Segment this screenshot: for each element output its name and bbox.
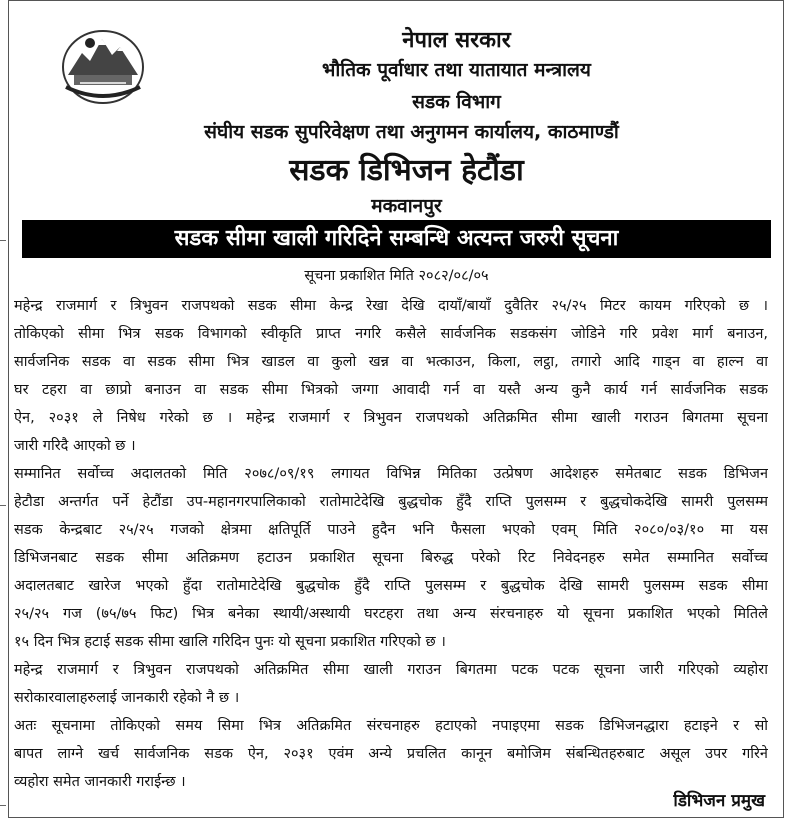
body-line: ऐन, २०३१ ले निषेध गरेको छ । महेन्द्र राजमार्ग र त्रिभुवन राजपथको अतिक्रमित सीमा खाली गराउन बिगतमा सूचना bbox=[14, 410, 768, 426]
header-district: मकवानपुर bbox=[371, 195, 442, 217]
body-line: हेटौडा अन्तर्गत पर्ने हेटौंडा उप-महानगरपालिकाको रातोमाटेदेखि बुद्धचोक हुँदै राप्ति पुलसम्म र बुद्धचोकदेखि सामरी पुलसम्म bbox=[14, 494, 768, 510]
signature-division-chief: डिभिजन प्रमुख bbox=[673, 791, 765, 811]
body-line: सडक केन्द्रबाट २५/२५ गजको क्षेत्रमा क्षतिपूर्ति पाउने हुदैन भनि फैसला भएको एवम् मिति २०८०/०३/१० मा यस bbox=[14, 522, 768, 538]
notice-body bbox=[14, 292, 768, 796]
body-line: सार्वजनिक सडक वा सडक सीमा भित्र खाडल वा कुलो खन्न वा भत्काउन, किला, लट्ठा, तगारो आदि गाड्न वा हाल्न वा bbox=[14, 354, 768, 370]
header-division: सडक डिभिजन हेटौंडा bbox=[289, 153, 524, 188]
margin-mark bbox=[0, 240, 6, 241]
body-line: २५/२५ गज (७५/७५ फिट) भित्र बनेका स्थायी/अस्थायी घरटहरा तथा अन्य संरचनाहरु यो सूचना प्रकाशित भएको मितिले bbox=[14, 606, 768, 622]
body-line: १५ दिन भित्र हटाई सडक सीमा खालि गरिदिन पुनः यो सूचना प्रकाशित गरिएको छ । bbox=[14, 634, 446, 650]
body-line: डिभिजनबाट सडक सीमा अतिक्रमण हटाउन प्रकाशित सूचना बिरुद्ध परेको रिट निवेदनहरु समेत सम्मानित सर्वोच्च bbox=[14, 550, 768, 566]
nepal-government-emblem-icon bbox=[60, 25, 146, 105]
body-line: महेन्द्र राजमार्ग र त्रिभुवन राजपथको सडक सीमा केन्द्र रेखा देखि दायाँ/बायाँ दुवैतिर २५/२५ मिटर कायम गरिएको छ । bbox=[14, 298, 768, 314]
body-line: सरोकारवालाहरुलाई जानकारी रहेको नै छ । bbox=[14, 690, 240, 706]
header-department: सडक विभाग bbox=[412, 91, 501, 113]
body-line: जारी गरिदै आएको छ । bbox=[14, 438, 136, 454]
body-line: अदालतबाट खारेज भएको हुँदा रातोमाटेदेखि बुद्धचोक हुँदै राप्ति पुलसम्म र बुद्धचोक देखि सामरी पुलसम्म सडक सीमा bbox=[14, 578, 768, 594]
body-line: घर टहरा वा छाप्रो बनाउन वा सडक सीमा भित्रको जग्गा आवादी गर्न वा यस्तै अन्य कुनै कार्य गर्न सार्वजनिक सडक bbox=[14, 382, 768, 398]
body-line: अतः सूचनामा तोकिएको समय सिमा भित्र अतिक्रमित संरचनाहरु हटाएको नपाइएमा सडक डिभिजनद्धारा हटाइने र सो bbox=[14, 718, 768, 734]
margin-mark bbox=[0, 805, 6, 806]
header-ministry: भौतिक पूर्वाधार तथा यातायात मन्त्रालय bbox=[322, 59, 591, 81]
body-line: व्यहोरा समेत जानकारी गराईन्छ । bbox=[14, 774, 186, 790]
header-government: नेपाल सरकार bbox=[402, 28, 511, 53]
body-line: सम्मानित सर्वोच्च अदालतको मिति २०७८/०९/१९ लगायत विभिन्न मितिका उत्प्रेषण आदेशहरु समेतबाट सडक डिभिजन bbox=[14, 466, 768, 482]
body-line: महेन्द्र राजमार्ग र त्रिभुवन राजपथको अतिक्रमित सीमा खाली गराउन बिगतमा पटक पटक सूचना जारी गरिएको व्यहोरा bbox=[14, 662, 768, 678]
header-office: संघीय सडक सुपरिवेक्षण तथा अनुगमन कार्यालय, काठमाण्डौं bbox=[204, 121, 619, 143]
publish-date: सूचना प्रकाशित मिति २०८२/०८/०५ bbox=[304, 268, 489, 284]
body-line: तोकिएको सीमा भित्र सडक विभागको स्वीकृति प्राप्त नगरि कसैले सार्वजनिक सडकसंग जोडिने गरि प्रवेश मार्ग बनाउन, bbox=[14, 326, 768, 342]
body-line: बापत लाग्ने खर्च सार्वजनिक सडक ऐन, २०३१ एवंम अन्ये प्रचलित कानून बमोजिम संबन्धितहरुबाट असूल उपर गरिने bbox=[14, 746, 768, 762]
notice-title: सडक सीमा खाली गरिदिने सम्बन्धि अत्यन्त जरुरी सूचना bbox=[22, 220, 771, 258]
margin-mark bbox=[0, 505, 6, 506]
